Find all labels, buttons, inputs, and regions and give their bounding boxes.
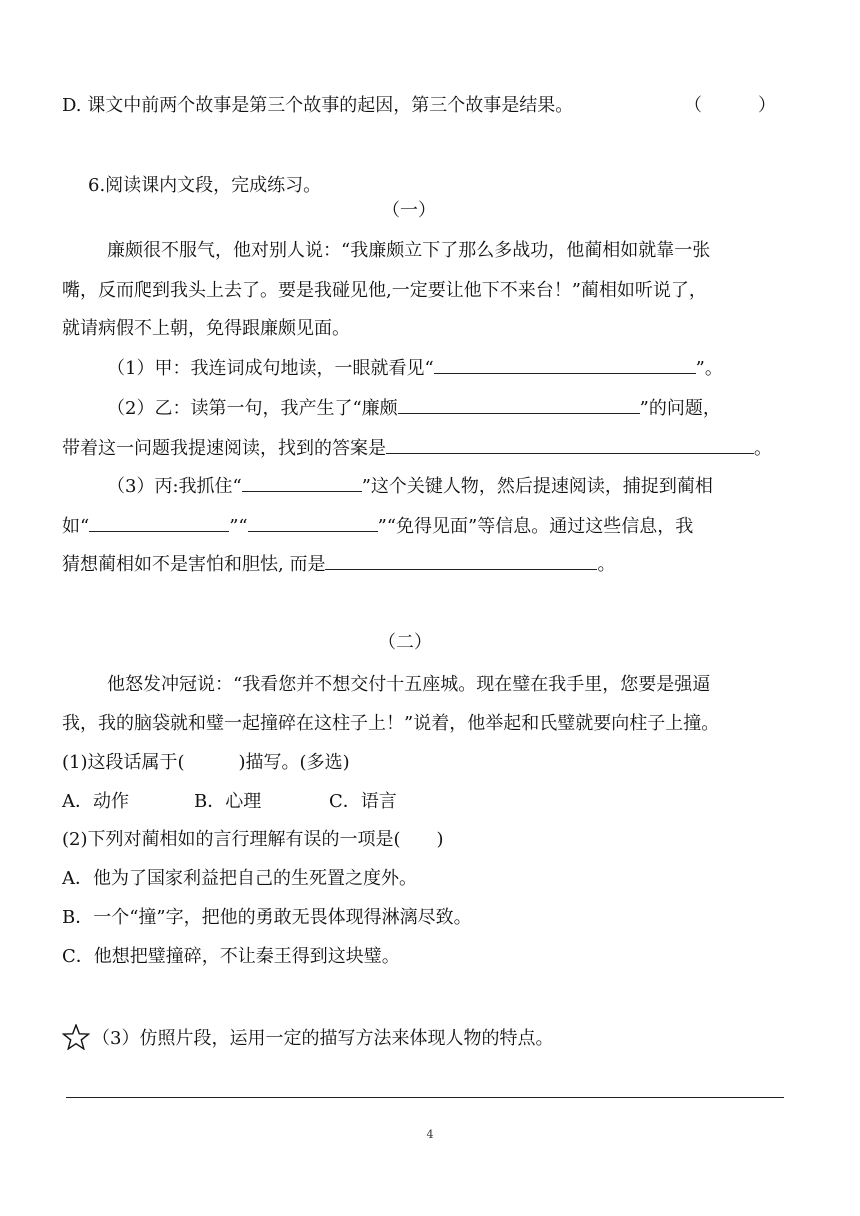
question-6-title: 6.阅读课内文段，完成练习。 <box>88 175 322 196</box>
sub-question-2-3-text: （3）仿照片段，运用一定的描写方法来体现人物的特点。 <box>92 1028 554 1049</box>
answer-blank-1[interactable] <box>434 357 696 374</box>
option-a-line[interactable]: A．他为了国家利益把自己的生死置之度外。 <box>62 868 417 889</box>
option-b-line[interactable]: B．一个“撞”字，把他的勇敢无畏体现得淋漓尽致。 <box>62 907 472 928</box>
sub-question-3-line-2 <box>62 515 693 539</box>
sub-question-2-line-2-suffix: 。 <box>754 438 772 459</box>
option-a-action[interactable]: A．动作 <box>62 791 129 812</box>
answer-blank-5[interactable] <box>89 515 229 532</box>
sub-question-3-line-3-prefix: 猜想蔺相如不是害怕和胆怯, 而是 <box>62 554 326 575</box>
page-number: 4 <box>426 1128 434 1141</box>
option-d-text: D. 课文中前两个故事是第三个故事的起因，第三个故事是结果。 <box>62 95 574 116</box>
sub-question-3-suffix: ”这个关键人物，然后提速阅读，捕捉到蔺相 <box>361 476 713 497</box>
sub-question-2-2: (2)下列对蔺相如的言行理解有误的一项是( ) <box>62 829 444 850</box>
sub-question-3-line-3-suffix: 。 <box>597 554 616 575</box>
option-d-line <box>62 94 573 118</box>
sub-question-3-line-3 <box>62 553 615 577</box>
section-1-heading: （一） <box>382 200 436 221</box>
answer-paren-close: ） <box>758 95 776 116</box>
sub-question-1-suffix: ”。 <box>695 358 723 379</box>
quote-separator: ”“ <box>229 516 248 537</box>
section-2-heading: （二） <box>378 632 432 653</box>
answer-blank-4[interactable] <box>242 475 362 492</box>
sub-question-2-line-1 <box>107 397 721 421</box>
option-b-mental[interactable]: B．心理 <box>194 791 262 812</box>
star-outline-icon <box>62 1024 90 1057</box>
sub-question-2-line-2-prefix: 带着这一问题我提速阅读，找到的答案是 <box>62 438 386 459</box>
sub-question-2-prefix: （2）乙：读第一句，我产生了“廉颇 <box>107 398 398 419</box>
answer-blank-7[interactable] <box>325 553 597 570</box>
passage-1-line-1: 廉颇很不服气，他对别人说：“我廉颇立下了那么多战功，他蔺相如就靠一张 <box>107 240 711 261</box>
option-c-speech[interactable]: C．语言 <box>329 791 397 812</box>
sub-question-2-line-2 <box>62 437 772 461</box>
sub-question-2-3 <box>62 1024 553 1057</box>
sub-question-2-suffix: ”的问题， <box>639 398 721 419</box>
answer-paren-open: （ <box>684 95 702 116</box>
sub-question-3-line-2-suffix: ”“免得见面”等信息。通过这些信息，我 <box>377 516 694 537</box>
passage-2-line-2: 我，我的脑袋就和璧一起撞碎在这柱子上！”说着，他举起和氏璧就要向柱子上撞。 <box>62 713 720 734</box>
passage-2-line-1: 他怒发冲冠说：“我看您并不想交付十五座城。现在璧在我手里，您要是强逼 <box>107 674 711 695</box>
answer-writing-line[interactable] <box>66 1097 784 1098</box>
passage-1-line-2: 嘴，反而爬到我头上去了。要是我碰见他,一定要让他下不来台！”蔺相如听说了， <box>62 280 707 301</box>
sub-question-1 <box>107 357 723 381</box>
option-c-line[interactable]: C．他想把璧撞碎，不让秦王得到这块璧。 <box>62 946 400 967</box>
sub-question-1-prefix: （1）甲：我连词成句地读，一眼就看见“ <box>107 358 434 379</box>
sub-question-3-line-2-prefix: 如“ <box>62 516 90 537</box>
sub-question-3-prefix: （3）丙:我抓住“ <box>107 476 242 497</box>
sub-question-3-line-1 <box>107 475 713 499</box>
sub-question-2-1: (1)这段话属于( )描写。(多选) <box>62 752 350 773</box>
answer-blank-6[interactable] <box>248 515 378 532</box>
answer-blank-2[interactable] <box>398 397 640 414</box>
answer-blank-3[interactable] <box>386 437 754 454</box>
passage-1-line-3: 就请病假不上朝，免得跟廉颇见面。 <box>62 318 350 339</box>
